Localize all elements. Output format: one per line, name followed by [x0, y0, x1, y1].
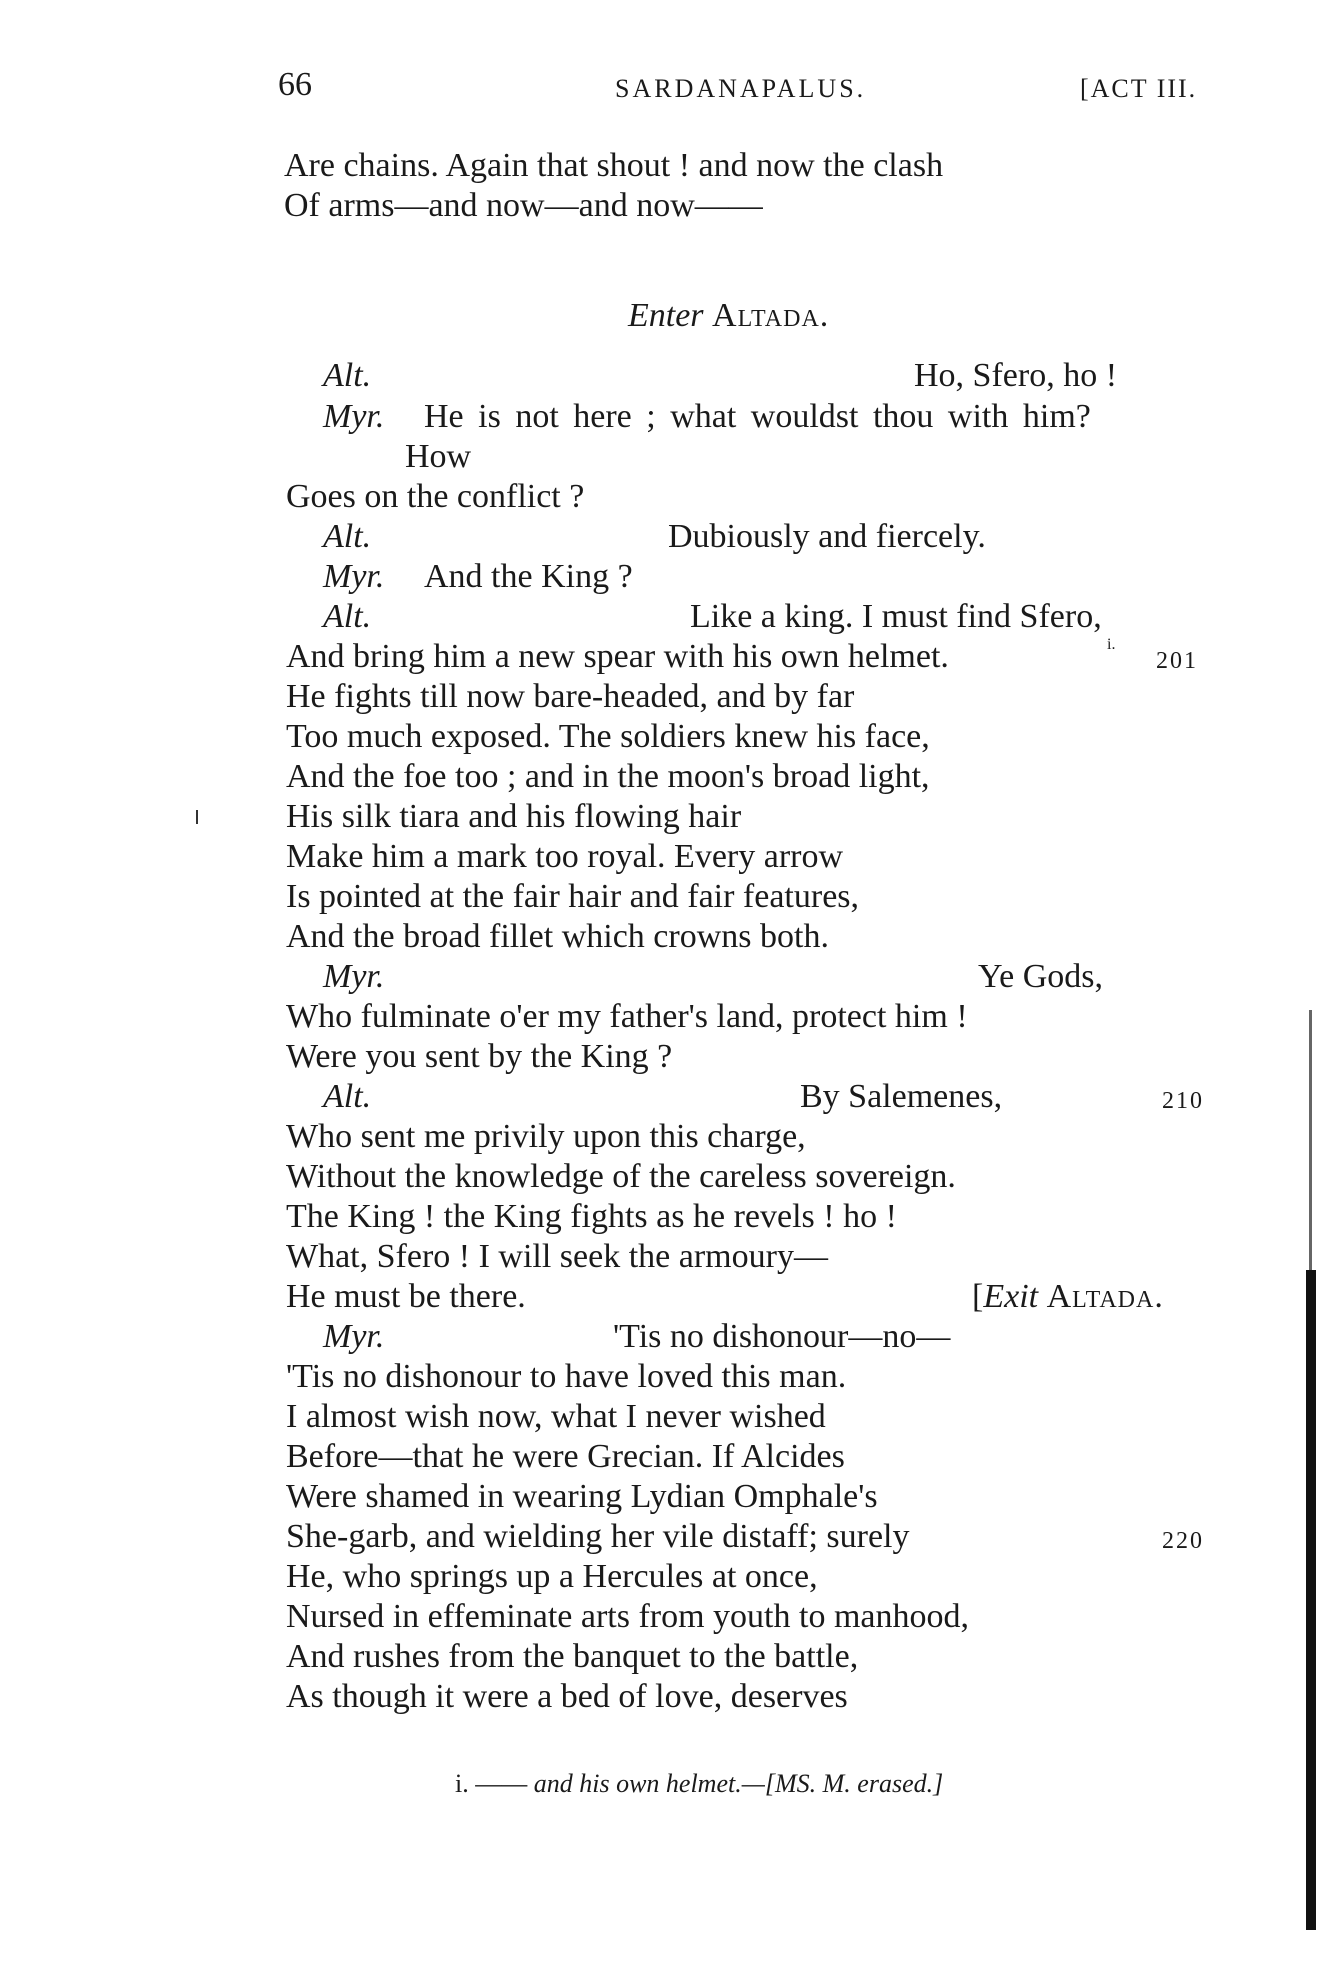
verse-line: And the foe too ; and in the moon's broad light, [286, 758, 930, 795]
verse-line: 'Tis no dishonour—no— [613, 1318, 951, 1355]
verse-line: Goes on the conflict ? [286, 478, 585, 515]
character-name: Altada. [1046, 1278, 1164, 1315]
scan-speck [196, 810, 198, 824]
speaker-label: Alt. [323, 357, 372, 394]
verse-line: Make him a mark too royal. Every arrow [286, 838, 844, 875]
verse-line: And the broad fillet which crowns both. [286, 918, 829, 955]
verse-line: He, who springs up a Hercules at once, [286, 1558, 818, 1595]
footnote-dash: —— [475, 1769, 528, 1798]
verse-line: Were you sent by the King ? [286, 1038, 673, 1075]
verse-line: His silk tiara and his flowing hair [286, 798, 742, 835]
scan-edge-shadow [1306, 1270, 1316, 1930]
footnote-marker: i. [1107, 636, 1116, 653]
verse-line: Without the knowledge of the careless sovereign. [286, 1158, 956, 1195]
line-number: 220 [1162, 1528, 1204, 1554]
stage-direction-enter [628, 296, 829, 336]
speaker-label: Myr. [323, 398, 385, 435]
verse-line: Nursed in effeminate arts from youth to manhood, [286, 1598, 969, 1635]
footnote-source: —[MS. M. erased.] [741, 1769, 944, 1798]
verse-line: As though it were a bed of love, deserves [286, 1678, 848, 1715]
verse-line: I almost wish now, what I never wished [286, 1398, 826, 1435]
verse-line: She-garb, and wielding her vile distaff; surely [286, 1518, 910, 1555]
verse-line: And bring him a new spear with his own helmet. [286, 638, 949, 675]
running-title: SARDANAPALUS. [615, 74, 867, 103]
speaker-label: Myr. [323, 958, 385, 995]
footnote [455, 1769, 943, 1799]
verse-line: He fights till now bare-headed, and by far [286, 678, 855, 715]
verse-line: And rushes from the banquet to the battle, [286, 1638, 859, 1675]
stage-direction-exit [972, 1277, 1164, 1317]
speaker-label: Alt. [323, 598, 372, 635]
verse-line: He must be there. [286, 1278, 526, 1315]
verse-line: Ho, Sfero, ho ! [914, 357, 1118, 394]
verse-line: Is pointed at the fair hair and fair features, [286, 878, 860, 915]
page-number: 66 [278, 66, 312, 103]
verse-line: Of arms—and now—and now—— [284, 187, 763, 224]
act-label: [ACT III. [1080, 74, 1198, 103]
verse-line: 'Tis no dishonour to have loved this man. [286, 1358, 847, 1395]
verse-line: Who sent me privily upon this charge, [286, 1118, 806, 1155]
verse-line: Before—that he were Grecian. If Alcides [286, 1438, 845, 1475]
verse-line: How [405, 438, 472, 475]
verse-line: What, Sfero ! I will seek the armoury— [286, 1238, 828, 1275]
bracket: [ [972, 1278, 984, 1315]
footnote-number: i. [455, 1769, 469, 1798]
verse-line: The King ! the King fights as he revels ! ho ! [286, 1198, 897, 1235]
scan-edge-shadow [1309, 1010, 1312, 1270]
speaker-label: Alt. [323, 518, 372, 555]
verse-line: Ye Gods, [978, 958, 1104, 995]
character-name: Altada. [712, 297, 830, 334]
verse-line: And the King ? [424, 558, 633, 595]
line-number: 210 [1162, 1088, 1204, 1114]
stage-direction-word: Enter [628, 297, 704, 334]
speaker-label: Myr. [323, 1318, 385, 1355]
verse-line: Too much exposed. The soldiers knew his face, [286, 718, 930, 755]
line-number: 201 [1156, 648, 1198, 674]
footnote-text: and his own helmet. [533, 1769, 742, 1798]
verse-line: Who fulminate o'er my father's land, protect him ! [286, 998, 968, 1035]
stage-direction-word: Exit [983, 1278, 1039, 1315]
speaker-label: Alt. [323, 1078, 372, 1115]
verse-line: Dubiously and fiercely. [668, 518, 986, 555]
verse-line: Are chains. Again that shout ! and now the clash [284, 147, 944, 184]
speaker-label: Myr. [323, 558, 385, 595]
verse-line: Like a king. I must find Sfero, [690, 598, 1102, 635]
verse-line: Were shamed in wearing Lydian Omphale's [286, 1478, 878, 1515]
verse-line: He is not here ; what wouldst thou with him? [424, 398, 1091, 435]
verse-line: By Salemenes, [800, 1078, 1003, 1115]
